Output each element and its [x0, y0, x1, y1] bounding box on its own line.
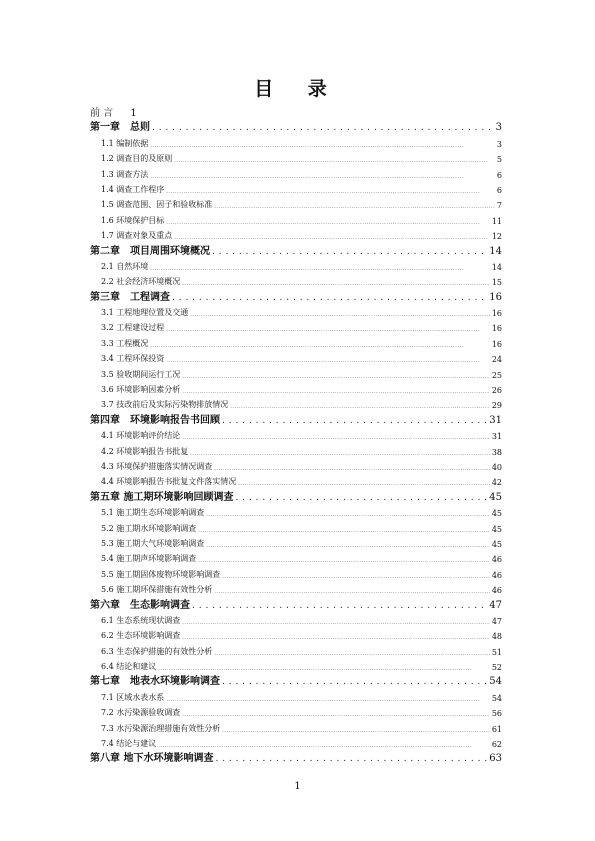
toc-entry-label: 7.4 结论与建议 — [101, 739, 157, 749]
toc-preface-page: 1 — [130, 108, 137, 119]
toc-entry-page: 12 — [491, 232, 502, 242]
toc-entry-label: 3.2 工程建设过程 — [101, 323, 165, 333]
toc-preface[interactable] — [90, 104, 137, 119]
toc-section-entry[interactable] — [90, 380, 502, 395]
toc-chapter-entry[interactable] — [90, 749, 502, 764]
toc-section-entry[interactable] — [90, 549, 502, 564]
toc-leader-dots — [214, 651, 490, 657]
toc-section-entry[interactable] — [90, 534, 502, 549]
toc-section-entry[interactable] — [90, 503, 502, 518]
toc-entry-page: 46 — [491, 586, 502, 596]
toc-section-entry[interactable] — [90, 210, 502, 225]
toc-leader-dots — [222, 416, 487, 426]
toc-entry-page: 61 — [491, 724, 502, 734]
toc-entry-page: 26 — [491, 386, 502, 396]
toc-entry-label: 6.1 生态系统现状调查 — [101, 615, 181, 625]
toc-leader-dots — [182, 374, 490, 380]
toc-entry-page: 15 — [491, 278, 502, 288]
toc-entry-page: 40 — [491, 462, 502, 472]
toc-entry-page: 29 — [491, 401, 502, 411]
toc-leader-dots — [182, 281, 490, 287]
toc-leader-dots — [152, 123, 494, 133]
toc-entry-label: 第三章 工程调查 — [90, 291, 170, 303]
toc-leader-dots — [190, 312, 490, 318]
toc-entry-page: 6 — [496, 170, 502, 180]
toc-entry-page: 46 — [491, 555, 502, 565]
toc-entry-label: 3.1 工程地理位置及交通 — [101, 308, 189, 318]
toc-entry-label: 7.1 区域水表水系 — [101, 692, 165, 702]
toc-chapter-entry[interactable] — [90, 410, 502, 425]
toc-section-entry[interactable] — [90, 564, 502, 579]
toc-entry-label: 4.3 环境保护措施落实情况调查 — [101, 461, 213, 471]
toc-entry-label: 2.1 自然环境 — [101, 261, 149, 271]
toc-section-entry[interactable] — [90, 226, 502, 241]
toc-leader-dots — [222, 677, 487, 687]
toc-entry-page: 16 — [491, 309, 502, 319]
toc-entry-page: 62 — [491, 740, 502, 750]
toc-entry-page: 31 — [491, 432, 502, 442]
table-of-contents — [90, 118, 502, 764]
toc-entry-label: 3.5 验收期间运行工况 — [101, 369, 181, 379]
toc-leader-dots — [166, 358, 490, 364]
toc-entry-page: 56 — [491, 709, 502, 719]
toc-section-entry[interactable] — [90, 395, 502, 410]
page-title: 目 录 — [254, 78, 341, 100]
toc-entry-page: 54 — [491, 693, 502, 703]
toc-leader-dots — [166, 697, 490, 703]
toc-entry-page: 16 — [491, 324, 502, 334]
toc-section-entry[interactable] — [90, 180, 502, 195]
toc-entry-label: 4.2 环境影响报告书批复 — [101, 446, 189, 456]
toc-entry-page: 16 — [489, 291, 502, 303]
toc-entry-label: 6.4 结论和建议 — [101, 662, 157, 672]
toc-entry-label: 2.2 社会经济环境概况 — [101, 277, 181, 287]
toc-leader-dots — [230, 404, 490, 410]
toc-leader-dots — [192, 601, 487, 611]
toc-leader-dots — [150, 143, 495, 149]
toc-leader-dots — [166, 327, 490, 333]
toc-section-entry[interactable] — [90, 441, 502, 456]
toc-entry-label: 第七章 地表水环境影响调查 — [90, 676, 220, 688]
toc-leader-dots — [198, 558, 490, 564]
toc-section-entry[interactable] — [90, 149, 502, 164]
toc-entry-page: 52 — [491, 663, 502, 673]
toc-leader-dots — [206, 512, 490, 518]
toc-leader-dots — [190, 451, 490, 457]
toc-entry-label: 1.1 编制依据 — [101, 138, 149, 148]
toc-chapter-entry[interactable] — [90, 241, 502, 256]
toc-chapter-entry[interactable] — [90, 287, 502, 302]
toc-section-entry[interactable] — [90, 734, 502, 749]
toc-entry-page: 3 — [495, 122, 502, 134]
toc-preface-label: 前 言 — [90, 108, 114, 119]
toc-entry-page: 7 — [496, 201, 502, 211]
toc-entry-page: 6 — [496, 185, 502, 195]
toc-entry-label: 4.4 环境影响报告书批复文件落实情况 — [101, 477, 237, 487]
toc-entry-label: 7.3 水污染源治理措施有效性分析 — [101, 723, 221, 733]
toc-leader-dots — [198, 528, 490, 534]
toc-entry-page: 54 — [489, 676, 502, 688]
toc-leader-dots — [158, 743, 490, 749]
toc-leader-dots — [214, 589, 490, 595]
toc-entry-label: 5.2 施工期水环境影响调查 — [101, 523, 197, 533]
toc-leader-dots — [174, 158, 495, 164]
toc-entry-page: 5 — [496, 155, 502, 165]
toc-entry-label: 1.5 调查范围、因子和验收标准 — [101, 200, 213, 210]
toc-entry-page: 3 — [496, 139, 502, 149]
toc-entry-page: 63 — [489, 753, 502, 765]
toc-leader-dots — [172, 293, 487, 303]
toc-chapter-entry[interactable] — [90, 118, 502, 133]
toc-leader-dots — [222, 728, 490, 734]
toc-leader-dots — [182, 712, 490, 718]
toc-section-entry[interactable] — [90, 518, 502, 533]
toc-entry-page: 14 — [491, 262, 502, 272]
toc-entry-page: 16 — [491, 339, 502, 349]
toc-section-entry[interactable] — [90, 426, 502, 441]
toc-entry-label: 3.3 工程概况 — [101, 338, 149, 348]
toc-chapter-entry[interactable] — [90, 672, 502, 687]
toc-section-entry[interactable] — [90, 364, 502, 379]
toc-leader-dots — [214, 466, 490, 472]
toc-leader-dots — [158, 666, 490, 672]
toc-entry-label: 4.1 环境影响评价结论 — [101, 431, 181, 441]
toc-leader-dots — [182, 635, 490, 641]
toc-section-entry[interactable] — [90, 641, 502, 656]
toc-leader-dots — [174, 235, 490, 241]
toc-leader-dots — [206, 543, 490, 549]
toc-entry-page: 48 — [491, 632, 502, 642]
toc-entry-page: 45 — [489, 491, 502, 503]
toc-entry-page: 24 — [491, 355, 502, 365]
toc-section-entry[interactable] — [90, 626, 502, 641]
toc-entry-label: 第五章 施工期环境影响回顾调查 — [90, 491, 234, 503]
toc-entry-label: 1.3 调查方法 — [101, 169, 149, 179]
toc-entry-page: 45 — [491, 539, 502, 549]
toc-section-entry[interactable] — [90, 303, 502, 318]
toc-leader-dots — [214, 204, 495, 210]
page-number: 1 — [294, 781, 301, 792]
toc-entry-label: 5.3 施工期大气环境影响调查 — [101, 538, 205, 548]
toc-entry-page: 25 — [491, 370, 502, 380]
toc-entry-label: 6.2 生态环境影响调查 — [101, 631, 181, 641]
toc-section-entry[interactable] — [90, 257, 502, 272]
toc-leader-dots — [235, 493, 487, 503]
toc-entry-label: 第六章 生态影响调查 — [90, 599, 190, 611]
toc-leader-dots — [222, 574, 490, 580]
toc-entry-label: 3.7 技改前后及实际污染物排放情况 — [101, 400, 229, 410]
toc-section-entry[interactable] — [90, 687, 502, 702]
toc-leader-dots — [182, 389, 490, 395]
toc-leader-dots — [150, 266, 490, 272]
toc-section-entry[interactable] — [90, 472, 502, 487]
toc-section-entry[interactable] — [90, 349, 502, 364]
toc-leader-dots — [182, 435, 490, 441]
toc-section-entry[interactable] — [90, 611, 502, 626]
toc-entry-page: 42 — [491, 478, 502, 488]
toc-entry-label: 5.1 施工期生态环境影响调查 — [101, 508, 205, 518]
toc-section-entry[interactable] — [90, 718, 502, 733]
toc-leader-dots — [150, 343, 490, 349]
toc-entry-label: 1.6 环境保护目标 — [101, 215, 165, 225]
toc-section-entry[interactable] — [90, 580, 502, 595]
toc-entry-label: 第八章 地下水环境影响调查 — [90, 753, 214, 765]
toc-leader-dots — [212, 247, 487, 257]
toc-section-entry[interactable] — [90, 318, 502, 333]
toc-section-entry[interactable] — [90, 457, 502, 472]
toc-entry-label: 5.5 施工期固体废物环境影响调查 — [101, 569, 221, 579]
toc-entry-page: 46 — [491, 570, 502, 580]
toc-entry-page: 47 — [489, 599, 502, 611]
toc-section-entry[interactable] — [90, 164, 502, 179]
toc-entry-label: 6.3 生态保护措施的有效性分析 — [101, 646, 213, 656]
toc-entry-label: 第一章 总则 — [90, 122, 150, 134]
toc-chapter-entry[interactable] — [90, 595, 502, 610]
toc-leader-dots — [166, 189, 495, 195]
toc-section-entry[interactable] — [90, 133, 502, 148]
toc-entry-label: 3.4 工程环保投资 — [101, 354, 165, 364]
toc-section-entry[interactable] — [90, 195, 502, 210]
toc-chapter-entry[interactable] — [90, 487, 502, 502]
toc-leader-dots — [166, 220, 490, 226]
toc-entry-label: 1.2 调查目的及原则 — [101, 154, 173, 164]
toc-entry-page: 14 — [489, 245, 502, 257]
toc-section-entry[interactable] — [90, 703, 502, 718]
toc-entry-label: 3.6 环境影响因素分析 — [101, 385, 181, 395]
toc-entry-page: 38 — [491, 447, 502, 457]
toc-entry-page: 31 — [489, 414, 502, 426]
toc-section-entry[interactable] — [90, 272, 502, 287]
toc-leader-dots — [150, 174, 495, 180]
toc-entry-label: 1.4 调查工作程序 — [101, 184, 165, 194]
toc-entry-page: 47 — [491, 616, 502, 626]
toc-entry-label: 7.2 水污染源验收调查 — [101, 708, 181, 718]
toc-entry-page: 51 — [491, 647, 502, 657]
toc-leader-dots — [238, 481, 490, 487]
toc-section-entry[interactable] — [90, 657, 502, 672]
toc-leader-dots — [182, 620, 490, 626]
toc-entry-page: 11 — [491, 216, 502, 226]
toc-entry-label: 第二章 项目周围环境概况 — [90, 245, 210, 257]
toc-entry-label: 1.7 调查对象及重点 — [101, 231, 173, 241]
toc-entry-label: 5.6 施工期环保措施有效性分析 — [101, 585, 213, 595]
toc-entry-label: 第四章 环境影响报告书回顾 — [90, 414, 220, 426]
toc-leader-dots — [215, 754, 487, 764]
toc-entry-page: 45 — [491, 509, 502, 519]
toc-entry-label: 5.4 施工期声环境影响调查 — [101, 554, 197, 564]
toc-section-entry[interactable] — [90, 333, 502, 348]
toc-entry-page: 45 — [491, 524, 502, 534]
